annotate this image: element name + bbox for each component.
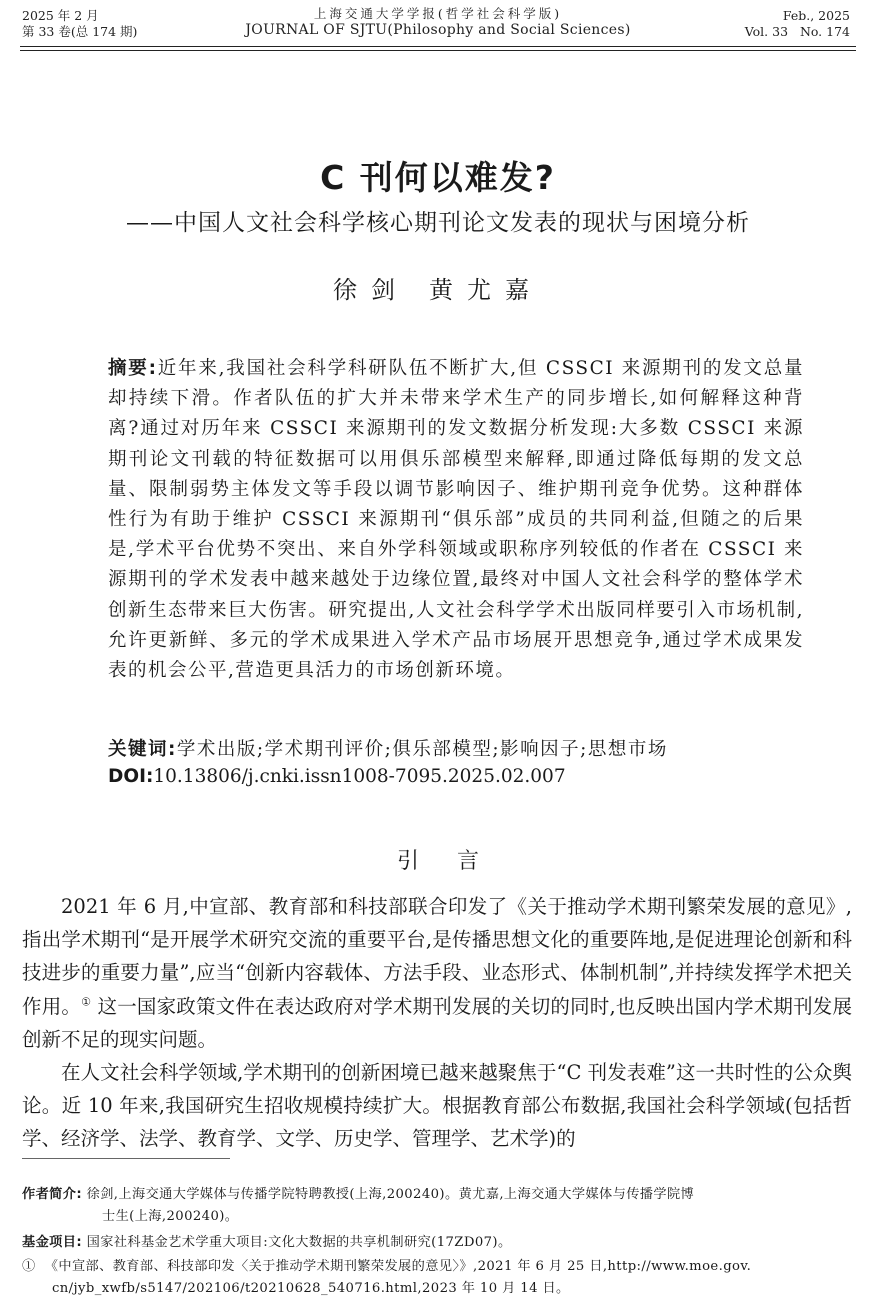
paragraph-1 — [22, 890, 852, 1056]
fund-note-text: 国家社科基金艺术学重大项目:文化大数据的共享机制研究(17ZD07)。 — [86, 1235, 512, 1250]
footnote-1-mark: ① — [22, 1259, 36, 1274]
footnote-rule — [22, 1158, 230, 1159]
author-note-text-1: 徐剑,上海交通大学媒体与传播学院特聘教授(上海,200240)。黄尤嘉,上海交通大学媒体与传播学院博 — [86, 1187, 695, 1202]
abstract — [108, 354, 804, 686]
doi — [108, 766, 566, 787]
doi-link[interactable]: 10.13806/j.cnki.issn1008-7095.2025.02.007 — [153, 766, 566, 787]
journal-name-cn: 上海交通大学学报(哲学社会科学版) — [313, 6, 563, 21]
footnote-marker-1[interactable]: ① — [81, 995, 92, 1009]
paragraph-2: 在人文社会科学领域,学术期刊的创新困境已越来越聚焦于“C 刊发表难”这一共时性的公众舆论。近 10 年来,我国研究生招收规模持续扩大。根据教育部公布数据,我国社会科学领域(包括哲学、经济学、法学、教育学、文学、历史学、管理学、艺术学)的 — [22, 1061, 852, 1151]
author-1: 徐剑 — [333, 276, 409, 304]
paragraph-1-part-b: 这一国家政策文件在表达政府对学术期刊发展的关切的同时,也反映出国内学术期刊发展创新不足的现实问题。 — [22, 994, 852, 1051]
footnote-fund — [22, 1232, 852, 1254]
header-volume-cn: 第 33 卷(总 174 期) — [22, 24, 138, 39]
fund-note-label: 基金项目: — [22, 1235, 83, 1250]
section-heading — [0, 844, 876, 875]
body-text — [22, 890, 852, 1156]
section-heading-text: 引言 — [396, 849, 517, 874]
header-date: 2025 年 2 月 — [22, 8, 99, 23]
abstract-text: 近年来,我国社会科学科研队伍不断扩大,但 CSSCI 来源期刊的发文总量却持续下滑。作者队伍的扩大并未带来学术生产的同步增长,如何解释这种背离?通过对历年来 CSSCI 来源期刊的发文数据分析发现:大多数 CSSCI 来源期刊论文刊载的特征数据可以用俱乐部模型来解释,即通过降低每期的发文总量、限制弱势主体发文等手段以调节影响因子、维护期刊竞争优势。这种群体性行为有助于维护 CSSCI 来源期刊“俱乐部”成员的共同利益,但随之的后果是,学术平台优势不突出、来自外学科领域或职称序列较低的作者在 CSSCI 来源期刊的学术发表中越来越处于边缘位置,最终对中国人文社会科学的整体学术创新生态带来巨大伤害。研究提出,人文社会科学学术出版同样要引入市场机制,允许更新鲜、多元的学术成果进入学术产品市场展开思想竞争,通过学术成果发表的机会公平,营造更具活力的市场创新环境。 — [108, 358, 805, 682]
keywords-text: 学术出版;学术期刊评价;俱乐部模型;影响因子;思想市场 — [176, 739, 668, 760]
doi-label: DOI: — [108, 766, 154, 787]
header-date-en: Feb., 2025 — [782, 8, 850, 23]
header-issue-en — [745, 8, 850, 40]
abstract-label: 摘要: — [108, 358, 158, 379]
article-subtitle: ——中国人文社会科学核心期刊论文发表的现状与困境分析 — [126, 210, 750, 236]
author-2: 黄尤嘉 — [429, 276, 543, 304]
keywords — [108, 735, 668, 761]
keywords-label: 关键词: — [108, 739, 177, 760]
footnote-1-text-1[interactable]: 《中宣部、教育部、科技部印发〈关于推动学术期刊繁荣发展的意见〉》,2021 年 6 月 25 日,http://www.moe.gov. — [44, 1259, 752, 1274]
footnote-author — [22, 1184, 852, 1228]
footnote-1-text-2[interactable]: cn/jyb_xwfb/s5147/202106/t20210628_540716.html,2023 年 10 月 14 日。 — [52, 1281, 570, 1296]
footnote-1 — [22, 1256, 852, 1300]
header-rule-thin — [20, 50, 856, 51]
journal-name-en: JOURNAL OF SJTU(Philosophy and Social Sciences) — [245, 22, 631, 38]
paragraph-1-part-a: 2021 年 6 月,中宣部、教育部和科技部联合印发了《关于推动学术期刊繁荣发展的意见》,指出学术期刊“是开展学术研究交流的重要平台,是传播思想文化的重要阵地,是促进理论创新和科技进步的重要力量”,应当“创新内容载体、方法手段、业态形式、体制机制”,并持续发挥学术把关作用。 — [22, 895, 852, 1018]
article-title: C 刊何以难发? — [320, 158, 556, 197]
article-authors — [0, 270, 876, 305]
header-volume-en: Vol. 33 No. 174 — [744, 24, 850, 39]
author-note-label: 作者简介: — [22, 1187, 83, 1202]
author-note-text-2: 士生(上海,200240)。 — [102, 1209, 239, 1224]
header-rule-thick — [20, 46, 856, 47]
